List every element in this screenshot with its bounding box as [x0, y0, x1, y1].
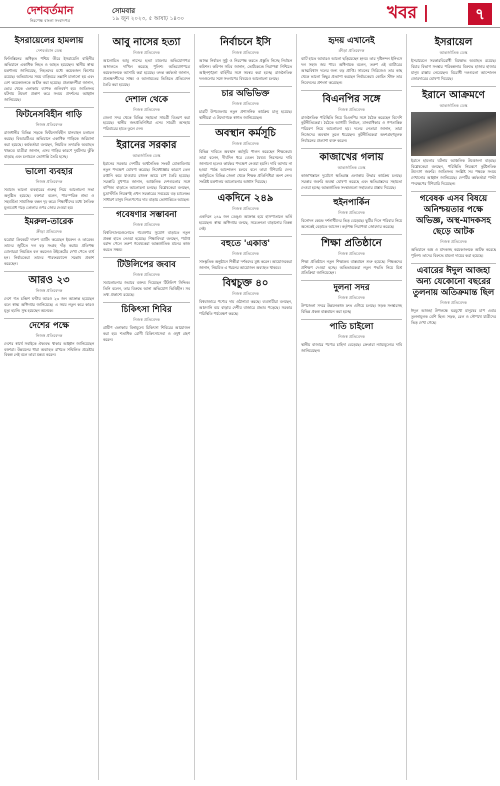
article[interactable] [411, 89, 496, 188]
article[interactable] [103, 305, 190, 343]
divider [411, 191, 496, 192]
masthead [0, 0, 500, 28]
article-headline: কাজাখের গলায় [319, 152, 384, 164]
article-body: উপজেলা সদরে উন্নয়নকাজ দ্রুত এগিয়ে চলছে। সড়ক সংস্কারসহ বিভিন্ন প্রকল্প বাস্তবায়ন করা হচ্ছে। [301, 303, 402, 315]
article-byline: নিজস্ব প্রতিবেদক [133, 221, 160, 227]
article-body: ইরানে হামলার ঘটনায় আঞ্চলিক উত্তেজনা বাড়ছে। বিশ্লেষকেরা বলছেন, পরিস্থিতি নিয়ন্ত্রণে কূটনৈতিক উদ্যোগ জরুরি। জাতিসংঘ সংশ্লিষ্ট সব পক্ষকে সংযম দেখানোর আহ্বান জানিয়েছে। দেশটির কর্মকর্তারা পাল্টা পদক্ষেপের হুঁশিয়ারি দিয়েছেন। [411, 157, 496, 187]
article-byline: নিজস্ব প্রতিবেদক [232, 50, 259, 55]
article-body: স্থানীয় বাজারে পণ্যের চাহিদা বেড়েছে। ক্রেতারা ন্যায্যমূল্যের দাবি জানিয়েছেন। [301, 342, 402, 354]
article[interactable] [199, 89, 292, 121]
article[interactable] [301, 93, 402, 145]
divider [301, 148, 402, 149]
divider [103, 136, 190, 137]
divider [103, 207, 190, 208]
divider [103, 257, 190, 258]
article-headline: দেশাল থেকে [124, 94, 169, 105]
divider [4, 318, 94, 319]
article[interactable] [103, 36, 190, 88]
article-headline: ইসরায়েল [434, 37, 473, 48]
article[interactable] [199, 192, 292, 232]
article-headline: গবেষক এসব বিষয়ে অনিশ্চয়তার পক্ষে অভিজ্ঞ, অস্থ-মাদকসহ ছেড়ে আটক [416, 194, 491, 238]
article-headline: গবেষণার সম্ভাবনা [116, 209, 177, 220]
article-body: অভিযানে অস্ত্র ও মাদকসহ কয়েকজনকে আটক করেছে পুলিশ। তাদের বিরুদ্ধে মামলা দায়ের করা হয়েছে। [411, 247, 496, 259]
article-byline: নিজস্ব প্রতিবেদক [440, 239, 467, 245]
article[interactable] [4, 274, 94, 314]
article[interactable] [301, 36, 402, 86]
article[interactable] [199, 36, 292, 82]
article-headline: চার অভিভিক্ত [221, 88, 270, 99]
divider [103, 302, 190, 303]
article[interactable] [301, 198, 402, 230]
article-byline: নিজস্ব প্রতিবেদক [232, 291, 259, 297]
article[interactable] [199, 239, 292, 271]
article-body: ইসরায়েলে সরকারবিরোধী বিক্ষোভ অব্যাহত রয়েছে। বিচার বিভাগ সংস্কার পরিকল্পনার বিরুদ্ধে হাজার হাজার মানুষ রাস্তায় নেমেছেন। বিরোধী দলগুলো আন্দোলন জোরদারের ঘোষণা দিয়েছে। [411, 58, 496, 81]
article-body: একদিনে ২৪৯ জন ডেঙ্গু আক্রান্ত হয়ে হাসপাতালে ভর্তি হয়েছেন। স্বাস্থ্য অধিদপ্তর বলছে, সচেতনতা বাড়ানোর বিকল্প নেই। [199, 213, 292, 231]
article-headline: এবারের ঈদুল আজহা অন্য যেকোনো বছরের তুলনায় অতিক্রমান্ত ছিল [412, 265, 495, 298]
divider [103, 92, 190, 93]
svg-text:দেশবর্তমান: দেশবর্তমান [26, 4, 74, 17]
article[interactable] [103, 210, 190, 254]
article[interactable] [4, 36, 94, 103]
article-byline: আন্তর্জাতিক ডেস্ক [439, 50, 468, 55]
weekday: সোমবার [112, 7, 136, 15]
divider [301, 234, 402, 235]
article-byline: নিজস্ব প্রতিবেদক [338, 334, 365, 340]
article-headline: চিকিৎসা শিবির [121, 304, 172, 315]
divider [301, 319, 402, 320]
divider [199, 274, 292, 275]
article-byline: নিজস্ব প্রতিবেদক [133, 272, 160, 278]
article-headline: অবস্থান কর্মসূচি [215, 128, 276, 140]
column-1 [4, 34, 98, 780]
article[interactable] [4, 110, 94, 160]
article-headline: শিক্ষা প্রতিষ্ঠানে [321, 237, 382, 249]
article-byline: নিজস্ব প্রতিবেদক [35, 287, 63, 293]
article-headline: ভালো ব্যবহার [25, 166, 73, 177]
article-headline: ইমরুল-তারেক [24, 217, 74, 228]
article-headline: হুইনপার্কিন [333, 197, 370, 208]
column-3 [194, 34, 296, 780]
article-byline: নিজস্ব প্রতিবেদক [232, 205, 259, 211]
article[interactable] [301, 237, 402, 277]
article-byline: নিজস্ব প্রতিবেদক [35, 122, 63, 128]
divider [301, 195, 402, 196]
article-byline: নিজস্ব প্রতিবেদক [338, 106, 365, 112]
article-body: ইরানের সরকার দেশটির অর্থনৈতিক সংকট মোকাবিলায় নতুন পদক্ষেপ ঘোষণা করেছে। নিষেধাজ্ঞার কারণে তেল রপ্তানি কমে যাওয়ায় রাজস্ব আয়ে চাপ তৈরি হয়েছে। সরকারি মুখপাত্র জানান, আঞ্চলিক দেশগুলোর সঙ্গে বাণিজ্য বাড়াতে আলোচনা চলছে। বিশ্লেষকেরা বলছেন, মুদ্রাস্ফীতি নিয়ন্ত্রণই এখন সরকারের সবচেয়ে বড় চ্যালেঞ্জ। সাধারণ মানুষ নিত্যপণ্যের দাম বাড়ায় ভোগান্তিতে আছেন। [103, 161, 190, 202]
divider [4, 214, 94, 215]
article-body: সমালোচনার জবাবে বক্তব্য দিয়েছেন টিউলিপ সিদ্দিক। তিনি বলেন, তার বিরুদ্ধে আনা অভিযোগ ভিত্তিহীন। সব তথ্য প্রকাশ্যে রয়েছে। [103, 280, 190, 298]
divider [199, 86, 292, 87]
article[interactable] [411, 266, 496, 326]
article-byline: আন্তর্জাতিক ডেস্ক [337, 165, 366, 171]
divider [199, 124, 292, 125]
article[interactable] [103, 139, 190, 202]
article-byline: নিজস্ব প্রতিবেদক [35, 332, 63, 338]
article[interactable] [301, 283, 402, 315]
article-byline: নিজস্ব প্রতিবেদক [338, 250, 365, 256]
article-byline: ক্রীড়া প্রতিবেদক [338, 48, 365, 53]
page-number-badge: ৭ [468, 3, 492, 25]
column-2 [98, 34, 194, 780]
article-headline: পাতি চাইলো [329, 322, 374, 333]
article-headline: বহুতে 'একাত্ত' [220, 238, 271, 249]
article-headline: ইরানে আক্রমণে [422, 89, 485, 101]
article-body: ব্যাট হাতে আবারও আলো ছড়িয়েছেন হৃদয়। তার দৃষ্টিনন্দন ইনিংসে দল সহজ জয় পায়। অধিনায়ক বলেন, তরুণ এই ব্যাটারের আত্মবিশ্বাস দলের জন্য বড় প্রাপ্তি। সামনের সিরিজেও তার কাছ থেকে ভালো কিছুর প্রত্যাশা করছেন নির্বাচকেরা। কোচিং স্টাফ তার নিবেদনের প্রশংসা করেছেন। [301, 56, 402, 85]
news-photo[interactable] [411, 112, 496, 156]
article-byline: দেশবর্তমান ডেস্ক [36, 48, 62, 53]
article-headline: হৃদয় এখানেই [328, 36, 375, 46]
article-byline: নিজস্ব প্রতিবেদক [133, 106, 160, 112]
article-body: চারটি উপজেলায় নতুন প্রশাসনিক কার্যক্রম চালু হয়েছে। স্থানীয়রা এ উদ্যোগকে স্বাগত জানিয়েছেন। [199, 108, 292, 120]
article-headline: দেশের পক্ষে [28, 320, 70, 331]
article-body: ঈদুল আজহা উপলক্ষে ঘরমুখো মানুষের চাপ এবার তুলনামূলক বেশি ছিল। সড়ক, রেল ও নৌপথে যাত্রীদের ভিড় দেখা গেছে। [411, 307, 496, 325]
newspaper-logo[interactable] [10, 2, 90, 24]
article-body: শিক্ষা প্রতিষ্ঠানে নতুন শিক্ষাক্রম বাস্তবায়ন শুরু হয়েছে। শিক্ষকদের প্রশিক্ষণ দেওয়া হচ্ছে। অভিভাবকেরা নতুন পদ্ধতি নিয়ে মিশ্র প্রতিক্রিয়া জানিয়েছেন। [301, 258, 402, 276]
section-title: খবর | [387, 3, 430, 23]
article[interactable] [411, 36, 496, 82]
logo-wordmark [10, 2, 90, 17]
divider [199, 236, 292, 237]
article-body: সমাজে ভালো ব্যবহারের গুরুত্ব নিয়ে আলোচনা সভা অনুষ্ঠিত হয়েছে। বক্তারা বলেন, পারস্পরিক শ্রদ্ধা ও সহমর্মিতা সামাজিক বন্ধন দৃঢ় করে। শিক্ষার্থীদের মধ্যে নৈতিক মূল্যবোধ গড়ে তোলার ওপর জোর দেওয়া হয়। [4, 186, 94, 210]
divider [411, 263, 496, 264]
article-headline: আবু নাসের হত্যা [112, 37, 181, 48]
article[interactable] [4, 321, 94, 359]
divider [4, 271, 94, 272]
article-headline: ইসরায়েলের হামলায় [14, 36, 84, 46]
article-headline: ইরানের সরকার [116, 140, 177, 152]
newspaper-page [4, 34, 496, 780]
issue-date: ১৯ জুন ২০২৩, ৫ আষাঢ় ১৪৩০ [112, 16, 185, 22]
article-headline: বিশ্বচুক্ত ৪০ [222, 278, 269, 290]
article[interactable] [4, 167, 94, 211]
article-byline: নিজস্ব প্রতিবেদক [232, 141, 259, 147]
divider [301, 90, 402, 91]
divider [199, 189, 292, 190]
divider [411, 86, 496, 87]
article-body: গ্রামীণ এলাকায় বিনামূল্যে চিকিৎসা শিবিরের আয়োজন করা হয়। শতাধিক রোগী চিকিৎসাসেবা ও ওষুধ গ্রহণ করেন। [103, 324, 190, 342]
article-headline: একদিনে ২৪৯ [217, 192, 274, 204]
article-byline: ক্রীড়া প্রতিবেদক [36, 229, 62, 235]
article-headline: আরও ২৩ [28, 274, 70, 286]
article-byline: আন্তর্জাতিক ডেস্ক [132, 153, 161, 159]
article-byline: নিজস্ব প্রতিবেদক [133, 316, 160, 322]
article-byline: নিজস্ব প্রতিবেদক [232, 100, 259, 106]
article-body: দেশে গত চব্বিশ ঘণ্টায় আরও ২৩ জন আক্রান্ত হয়েছেন বলে স্বাস্থ্য অধিদপ্তর জানিয়েছে। এ সময় নতুন করে কারও মৃত্যু হয়নি। সুস্থ হয়েছেন অনেকে। [4, 295, 94, 313]
article-headline: টিউলিপের জবাব [117, 260, 176, 271]
article-body: আসন্ন নির্বাচন সুষ্ঠু ও নিরপেক্ষ করতে প্রস্তুতি নিচ্ছে নির্বাচন কমিশন। কমিশন সচিব জানান, ভোটকেন্দ্রে নিরাপত্তা নিশ্চিতে আইনশৃঙ্খলা বাহিনীর সঙ্গে সমন্বয় করা হচ্ছে। রাজনৈতিক দলগুলোর সঙ্গে সংলাপের বিষয়েও আলোচনা চলছে। [199, 58, 292, 81]
article-body: জেলা সদর থেকে বিভিন্ন সহায়তা সামগ্রী বিতরণ করা হয়েছে। স্থানীয় জনপ্রতিনিধিরা এসব সামগ্রী অসহায় পরিবারের হাতে তুলে দেন। [103, 114, 190, 132]
article[interactable] [301, 151, 402, 191]
article-body: কাজাখস্তানে দুর্যোগে ক্ষতিগ্রস্ত এলাকায় উদ্ধার কার্যক্রম চলছে। সরকার জরুরি অবস্থা ঘোষণা করেছে এবং ক্ষতিগ্রস্তদের সহায়তা দেওয়া হচ্ছে। আন্তর্জাতিক সংস্থাগুলো সহায়তার প্রস্তাব দিয়েছে। [301, 173, 402, 190]
article-byline: নিজস্ব প্রতিবেদক [35, 178, 63, 184]
article-headline: নির্বাচনে ইসি [220, 37, 271, 48]
article-body: ফিলিস্তিনের অধিকৃত পশ্চিম তীরে ইসরায়েলি বাহিনীর অভিযানে একাধিক নিহত ও আহত হয়েছেন। স্থানীয় স্বাস্থ্য মন্ত্রণালয় জানিয়েছে, নিহতদের মধ্যে কয়েকজন কিশোর রয়েছে। অভিযানের সময় বাড়িঘরে তল্লাশি চালানো হয় এবং বেশ কয়েকজনকে আটক করা হয়েছে। প্রত্যক্ষদর্শীরা জানান, ভোর থেকে এলাকায় ব্যাপক গুলিবর্ষণ হয়। জাতিসংঘ ঘটনায় উদ্বেগ প্রকাশ করে সংযম প্রদর্শনের আহ্বান জানিয়েছে। [4, 56, 94, 103]
column-5 [406, 34, 496, 780]
article-byline: আন্তর্জাতিক ডেস্ক [439, 102, 468, 108]
article-body: বিনোদন কেন্দ্রে দর্শনার্থীদের ভিড় বেড়েছে। ছুটির দিনে পরিবার নিয়ে অনেকেই বেড়াতে আসেন। কর্তৃপক্ষ নিরাপত্তা জোরদার করেছে। [301, 217, 402, 229]
article-byline: নিজস্ব প্রতিবেদক [232, 250, 259, 256]
article-body: ঘরোয়া ক্রিকেটে দারুণ ব্যাটিং করেছেন ইমরুল ও তারেক। তাদের জুটিতে দল বড় সংগ্রহ দাঁড় করায়। প্রতিপক্ষ বোলাররা নিয়ন্ত্রিত বল করলেও উইকেটের দেখা পেতে ব্যর্থ হন। নির্বাচকেরা তাদের পারফরম্যান্সে সন্তোষ প্রকাশ করেছেন। [4, 237, 94, 267]
article-body: রাজনৈতিক পরিস্থিতি নিয়ে বিএনপির সঙ্গে বৈঠক করেছেন বিদেশি কূটনীতিকেরা। বৈঠকে আগামী নির্বাচন, মানবাধিকার ও গণতান্ত্রিক পরিবেশ নিয়ে আলোচনা হয়। দলের নেতারা জানান, তারা নিজেদের অবস্থান তুলে ধরেছেন। কূটনীতিকেরা অংশগ্রহণমূলক নির্বাচনের প্রত্যাশা ব্যক্ত করেন। [301, 114, 402, 144]
article-body: সাংস্কৃতিক অনুষ্ঠানে শিল্পীরা দর্শকদের মুগ্ধ করেন। আয়োজকেরা জানান, নিয়মিত এ ধরনের আয়োজন অব্যাহত থাকবে। [199, 258, 292, 270]
column-4 [296, 34, 406, 780]
article-body: বিশ্ববাজারে পণ্যের দাম ওঠানামা করছে। ব্যবসায়ীরা বলছেন, আমদানি ব্যয় বাড়ায় দেশীয় বাজারে প্রভাব পড়েছে। সরকার পরিস্থিতি পর্যবেক্ষণ করছে। [199, 299, 292, 317]
article[interactable] [103, 260, 190, 298]
logo-tagline: নিরপেক্ষ বাংলা সংবাদপত্র [29, 18, 71, 23]
article-byline: নিজস্ব প্রতিবেদক [440, 299, 467, 305]
article-body: আলোচিত আবু নাসের হত্যা মামলার অভিযোগপত্র আদালতে দাখিল করেছে পুলিশ। অভিযোগপত্রে কয়েকজনকে আসামি করা হয়েছে। তদন্ত কর্মকর্তা জানান, প্রত্যক্ষদর্শীদের সাক্ষ্য ও আলামতের ভিত্তিতে প্রতিবেদন তৈরি করা হয়েছে। [103, 58, 190, 87]
article[interactable] [199, 277, 292, 317]
article-headline: ফিটনেসবিহীন গাড়ি [15, 110, 82, 121]
article-headline: দুলনা সদর [333, 283, 370, 294]
article-body: রাজধানীর বিভিন্ন সড়কে ফিটনেসবিহীন যানবাহন চলাচল করছে। বিআরটিএর অভিযানে একাধিক গাড়িকে জরিমানা করা হয়েছে। কর্মকর্তারা বলছেন, নিয়মিত তদারকি অব্যাহত থাকবে। যাত্রীরা জানান, এসব গাড়ির কারণে দুর্ঘটনার ঝুঁকি বাড়ছে এবং চলাচলে ভোগান্তি তৈরি হচ্ছে। [4, 130, 94, 159]
article[interactable] [301, 322, 402, 354]
article[interactable] [103, 95, 190, 133]
article-body: বিশ্ববিদ্যালয়গুলোতে গবেষণার সুযোগ বাড়াতে নতুন প্রকল্প হাতে নেওয়া হয়েছে। শিক্ষাবিদরা বলছেন, পর্যাপ্ত বরাদ্দ পেলে তরুণ গবেষকেরা আন্তর্জাতিক মানের কাজ করতে সক্ষম। [103, 229, 190, 253]
article-body: দেশের স্বার্থে সবাইকে ঐক্যবদ্ধ থাকার আহ্বান জানিয়েছেন বক্তারা। উন্নয়নের ধারা অব্যাহত রাখতে সম্মিলিত প্রচেষ্টার বিকল্প নেই বলে তারা মন্তব্য করেন। [4, 340, 94, 358]
divider [4, 164, 94, 165]
article[interactable] [411, 194, 496, 259]
article-byline: নিজস্ব প্রতিবেদক [133, 50, 160, 55]
article-byline: নিজস্ব প্রতিবেদক [338, 209, 365, 215]
article[interactable] [199, 127, 292, 184]
article-byline: নিজস্ব প্রতিবেদক [338, 295, 365, 301]
divider [4, 107, 94, 108]
article-body: বিভিন্ন দাবিতে অবস্থান কর্মসূচি পালন করেছেন শিক্ষকেরা। তারা বলেন, দীর্ঘদিন ধরে বেতন বৈষম্য নিরসনের দাবি জানানো হলেও কার্যকর পদক্ষেপ নেওয়া হয়নি। দাবি আদায় না হওয়া পর্যন্ত আন্দোলন চলবে বলে তারা হুঁশিয়ারি দেন। কর্মসূচিতে বিভিন্ন জেলা থেকে শিক্ষক প্রতিনিধিরা অংশ নেন। সংশ্লিষ্ট মন্ত্রণালয় আলোচনার আশ্বাস দিয়েছে। [199, 149, 292, 184]
article[interactable] [4, 217, 94, 267]
divider [301, 280, 402, 281]
article-headline: বিএনপির সঙ্গে [322, 93, 381, 105]
